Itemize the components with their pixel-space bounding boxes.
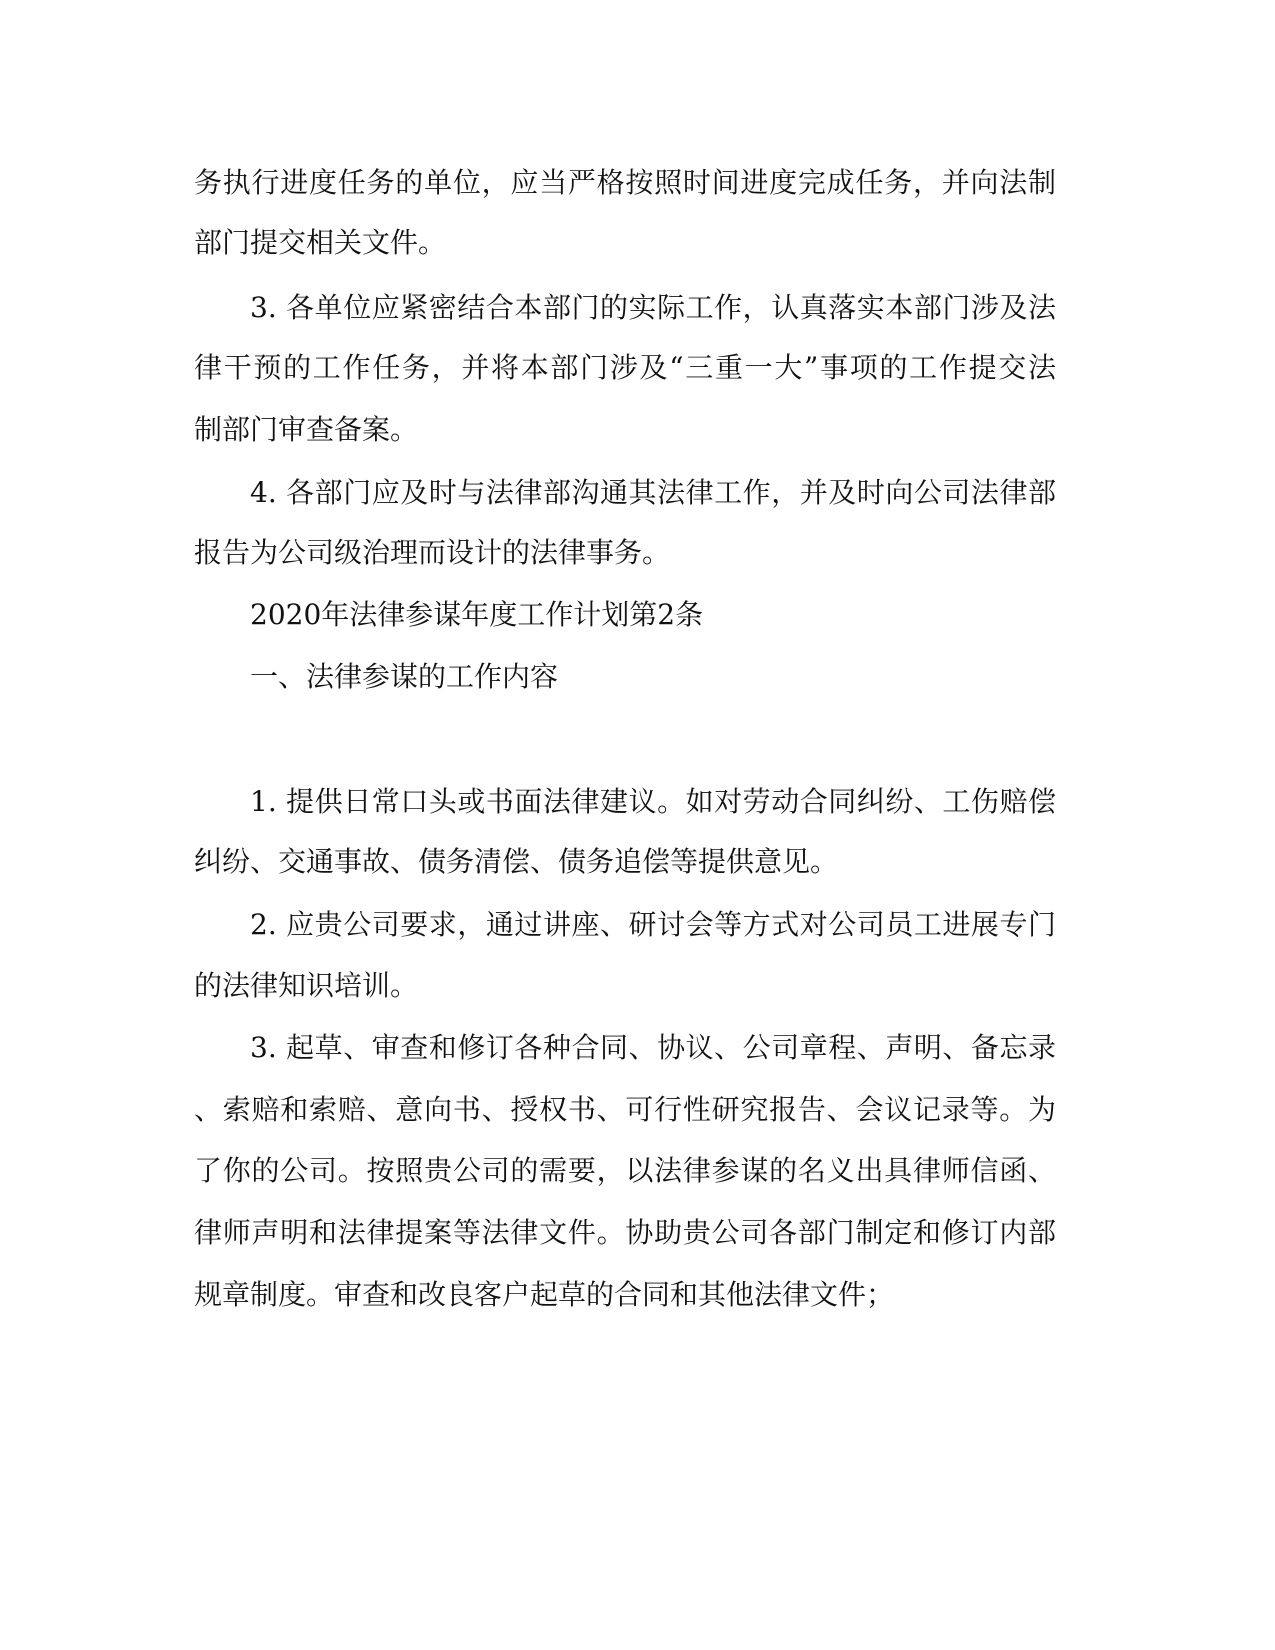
- text-line: 4. 各部门应及时与法律部沟通其法律工作，并及时向公司法律部: [250, 476, 1056, 509]
- text-line: 3. 起草、审查和修订各种合同、协议、公司章程、声明、备忘录: [250, 1031, 1056, 1064]
- text-line: 1. 提供日常口头或书面法律建议。如对劳动合同纠纷、工伤赔偿: [250, 785, 1056, 818]
- text-line: 规章制度。审查和改良客户起草的合同和其他法律文件；: [194, 1278, 895, 1311]
- text-line: 制部门审查备案。: [194, 413, 419, 446]
- text-line: 3. 各单位应紧密结合本部门的实际工作，认真落实本部门涉及法: [250, 291, 1056, 324]
- text-line: 律干预的工作任务，并将本部门涉及“三重一大”事项的工作提交法: [194, 351, 1056, 384]
- text-line: 、索赔和索赔、意向书、授权书、可行性研究报告、会议记录等。为: [194, 1093, 1056, 1126]
- text-line: 报告为公司级治理而设计的法律事务。: [194, 536, 671, 569]
- section-heading: 一、法律参谋的工作内容: [250, 660, 559, 693]
- text-line: 律师声明和法律提案等法律文件。协助贵公司各部门制定和修订内部: [194, 1216, 1056, 1249]
- text-line: 的法律知识培训。: [194, 969, 419, 1002]
- text-line: 了你的公司。按照贵公司的需要，以法律参谋的名义出具律师信函、: [194, 1154, 1056, 1187]
- text-line: 2. 应贵公司要求，通过讲座、研讨会等方式对公司员工进展专门: [250, 908, 1056, 941]
- section-title: 2020年法律参谋年度工作计划第2条: [250, 598, 704, 631]
- text-line: 部门提交相关文件。: [194, 226, 447, 259]
- text-line: 纠纷、交通事故、债务清偿、债务追偿等提供意见。: [194, 845, 839, 878]
- text-line: 务执行进度任务的单位，应当严格按照时间进度完成任务，并向法制: [194, 166, 1056, 199]
